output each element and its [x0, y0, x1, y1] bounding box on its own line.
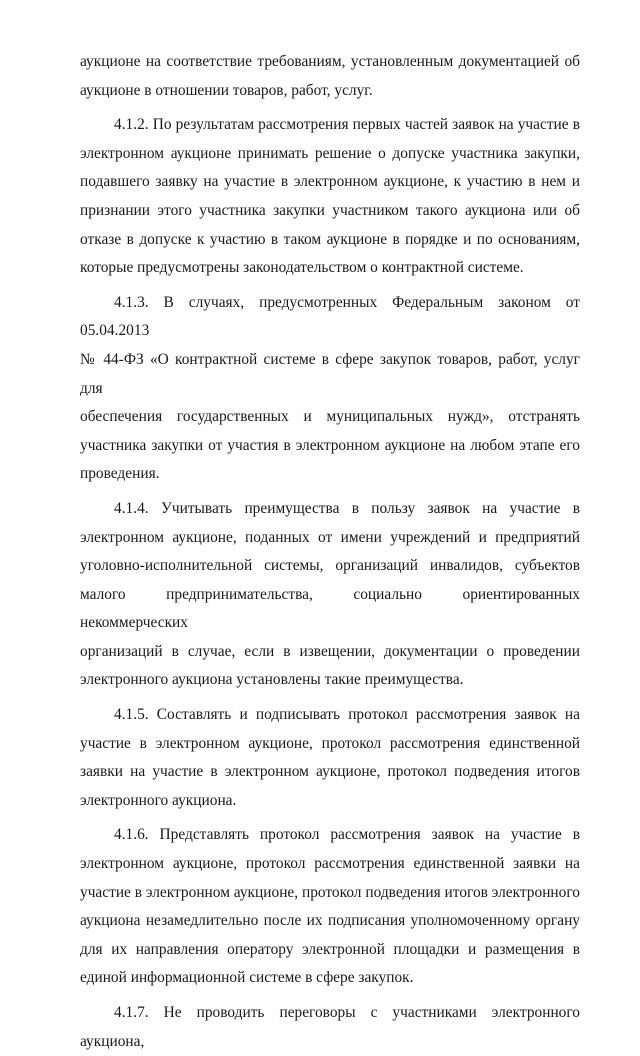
text-line: участие в электронном аукционе, протокол подведения итогов электронного — [80, 883, 580, 901]
text-line: аукционе на соответствие требованиям, установленным документацией об — [80, 53, 580, 70]
paragraph-4-1-3 — [80, 289, 580, 489]
text-line: организаций в случае, если в извещении, документации о проведении — [80, 642, 580, 660]
text-line: 4.1.7. Не проводить переговоры с участниками электронного аукциона, — [80, 1004, 580, 1050]
paragraph-cont — [80, 48, 580, 105]
text-line: электронного аукциона. — [80, 791, 237, 809]
text-line: обеспечения государственных и муниципальных нужд», отстранять — [80, 408, 580, 426]
paragraph-4-1-4 — [80, 495, 580, 695]
text-line: заявки на участие в электронном аукционе, протокол подведения итогов — [80, 763, 580, 781]
text-line: аукциона незамедлительно после их подписания уполномоченному органу — [80, 912, 580, 930]
text-line: аукционе в отношении товаров, работ, услуг. — [80, 81, 373, 99]
text-line: 4.1.2. По результатам рассмотрения первых частей заявок на участие в — [114, 116, 580, 134]
text-line: малого предпринимательства, социально ориентированных некоммерческих — [80, 585, 580, 632]
text-line: электронном аукционе, поданных от имени учреждений и предприятий — [80, 528, 580, 546]
paragraph-4-1-2 — [80, 111, 580, 283]
text-line: для их направления оператору электронной площадки и размещения в — [80, 940, 580, 958]
text-line: 4.1.6. Представлять протокол рассмотрения заявок на участие в — [114, 826, 580, 844]
text-line: участника закупки от участия в электронном аукционе на любом этапе его — [80, 436, 580, 454]
text-line: 4.1.4. Учитывать преимущества в пользу заявок на участие в — [114, 499, 580, 517]
text-line: 4.1.3. В случаях, предусмотренных Федеральным законом от 05.04.2013 — [80, 293, 580, 340]
text-line: единой информационной системе в сфере закупок. — [80, 969, 414, 987]
paragraph-4-1-7 — [80, 999, 580, 1056]
text-line: отказе в допуске к участию в таком аукционе в порядке и по основаниям, — [80, 230, 580, 248]
text-line: электронном аукционе принимать решение о допуске участника закупки, — [80, 144, 580, 162]
text-line: электронного аукциона установлены такие преимущества. — [80, 671, 464, 689]
text-line: № 44-ФЗ «О контрактной системе в сфере закупок товаров, работ, услуг для — [80, 350, 580, 397]
text-line: подавшего заявку на участие в электронном аукционе, к участию в нем и — [80, 173, 580, 191]
paragraph-4-1-5 — [80, 701, 580, 815]
text-line: участие в электронном аукционе, протокол рассмотрения единственной — [80, 734, 580, 752]
paragraph-4-1-6 — [80, 821, 580, 993]
text-line: электронном аукционе, протокол рассмотрения единственной заявки на — [80, 855, 580, 873]
text-line: уголовно-исполнительной системы, организаций инвалидов, субъектов — [80, 557, 580, 575]
text-line: признании этого участника закупки участником такого аукциона или об — [80, 201, 580, 219]
text-line: проведения. — [80, 465, 160, 483]
text-line: которые предусмотрены законодательством о контрактной системе. — [80, 259, 524, 277]
text-line: 4.1.5. Составлять и подписывать протокол рассмотрения заявок на — [114, 706, 580, 724]
